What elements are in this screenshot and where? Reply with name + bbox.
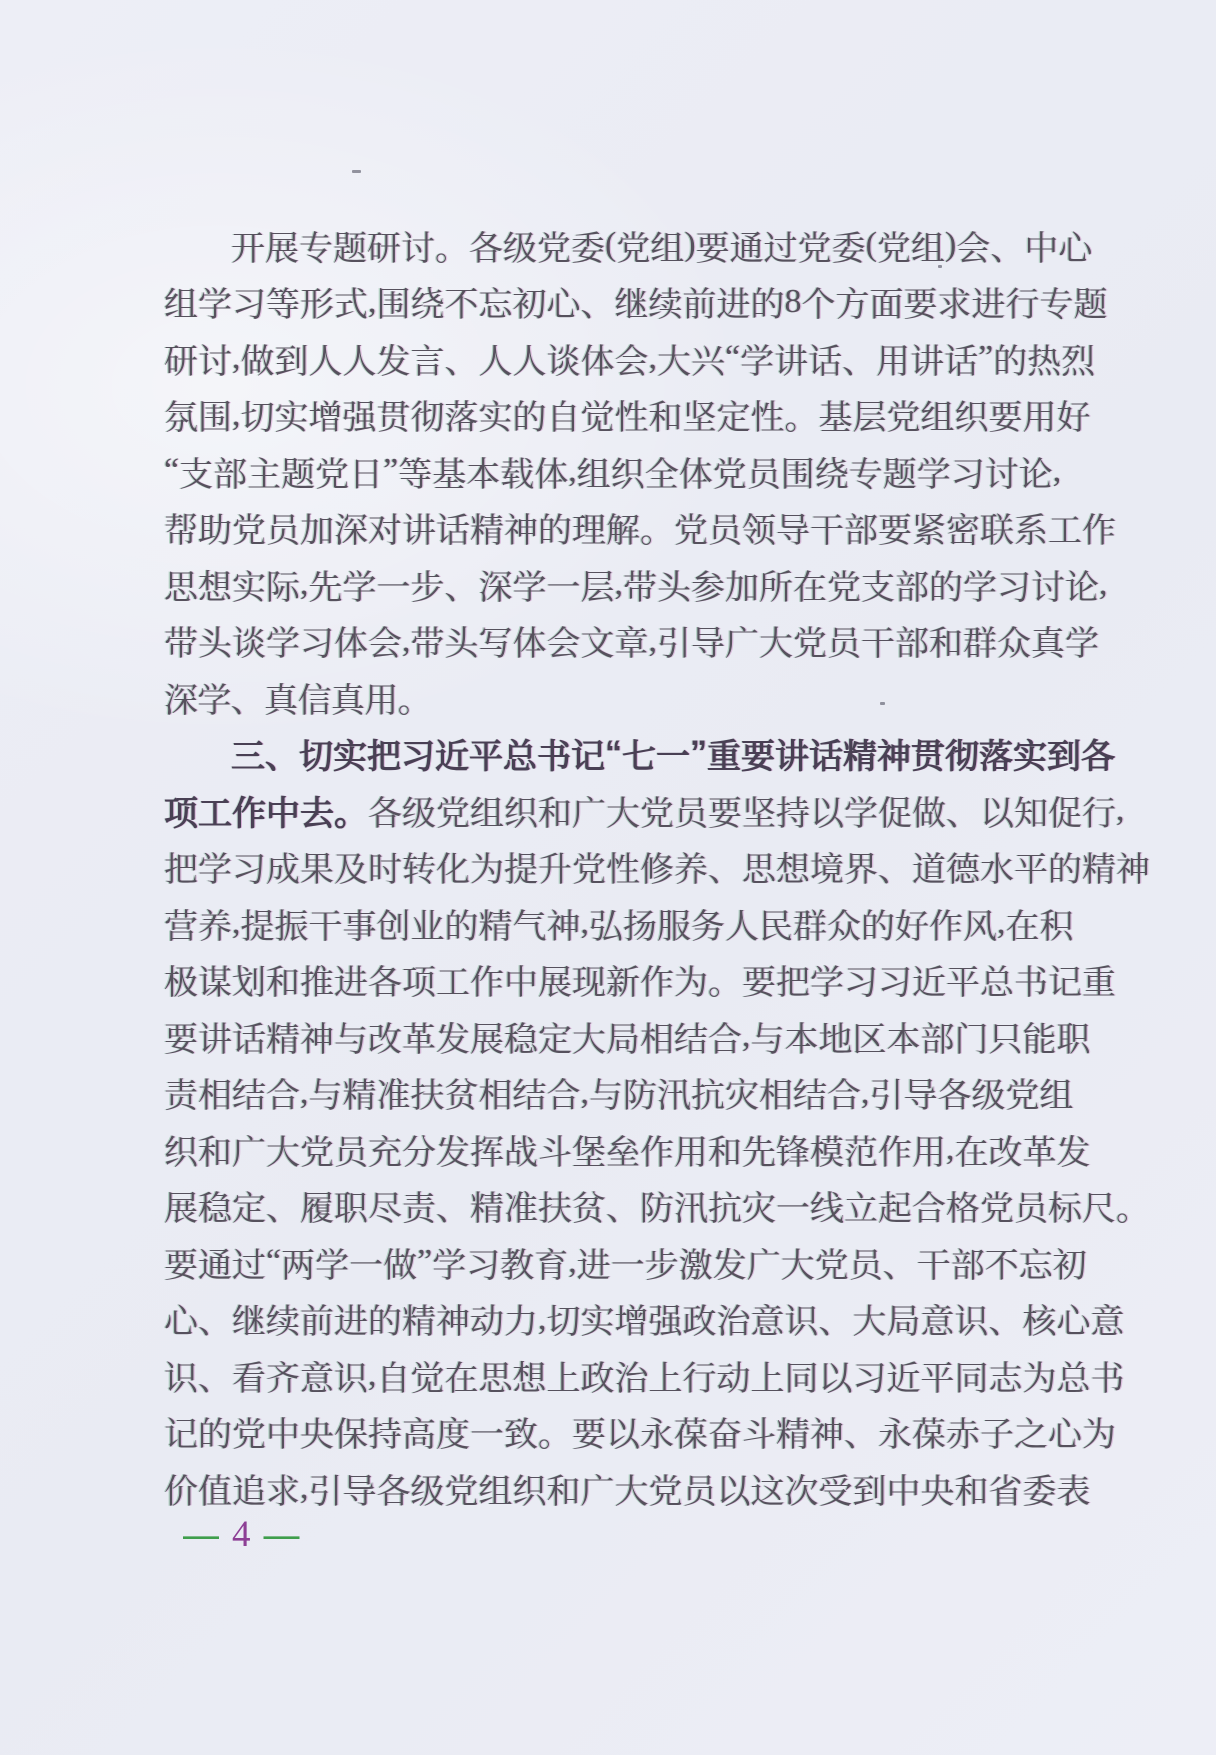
text-line-8: 带 头 谈 学 习 体 会 , 带 头 写 体 会 文 章 , 引 导 广 大 党 员 干 部 和 群 众 真 学	[164, 621, 1099, 664]
text-line-11: 项 工 作 中 去 。 各 级 党 组 织 和 广 大 党 员 要 坚 持 以 学 促 做 、 以 知 促 行 ,	[164, 791, 1125, 833]
text-line-12: 把 学 习 成 果 及 时 转 化 为 提 升 党 性 修 养 、 思 想 境 界 、 道 德 水 平 的 精 神	[164, 852, 1150, 890]
text-line-22: 记 的 党 中 央 保 持 高 度 一 致 。 要 以 永 葆 奋 斗 精 神 、 永 葆 赤 子 之 心 为	[164, 1417, 1116, 1455]
text-line-9: 深 学 、 真 信 真 用 。	[164, 682, 432, 720]
text-line-4: 氛 围 , 切 实 增 强 贯 彻 落 实 的 自 觉 性 和 坚 定 性 。 基 层 党 组 织 要 用 好	[164, 395, 1091, 438]
text-line-17: 织 和 广 大 党 员 充 分 发 挥 战 斗 堡 垒 作 用 和 先 锋 模 范 作 用 , 在 改 革 发	[164, 1130, 1091, 1172]
text-line-13: 营 养 , 提 振 干 事 创 业 的 精 气 神 , 弘 扬 服 务 人 民 群 众 的 好 作 风 , 在 积	[164, 904, 1074, 946]
text-line-14: 极 谋 划 和 推 进 各 项 工 作 中 展 现 新 作 为 。 要 把 学 习 习 近 平 总 书 记 重	[164, 965, 1116, 1003]
text-line-16: 责 相 结 合 , 与 精 准 扶 贫 相 结 合 , 与 防 汛 抗 灾 相 结 合 , 引 导 各 级 党 组	[164, 1073, 1074, 1116]
text-line-21: 识 、 看 齐 意 识 , 自 觉 在 思 想 上 政 治 上 行 动 上 同 以 习 近 平 同 志 为 总 书	[164, 1356, 1125, 1398]
text-line-15: 要 讲 话 精 神 与 改 革 发 展 稳 定 大 局 相 结 合 , 与 本 地 区 本 部 门 只 能 职	[164, 1017, 1091, 1059]
text-line-6: 帮 助 党 员 加 深 对 讲 话 精 神 的 理 解 。 党 员 领 导 干 部 要 紧 密 联 系 工 作	[164, 513, 1116, 551]
page-number-dash-left: —	[183, 1511, 219, 1557]
text-line-19: 要 通 过 “ 两 学 一 做 ” 学 习 教 育 , 进 一 步 激 发 广 大 党 员 、 干 部 不 忘 初	[164, 1243, 1087, 1285]
text-block	[164, 217, 1150, 1517]
page-number-value: 4	[232, 1514, 251, 1555]
text-line-23: 价 值 追 求 , 引 导 各 级 党 组 织 和 广 大 党 员 以 这 次 受 到 中 央 和 省 委 表	[164, 1469, 1091, 1511]
text-line-3: 研 讨 , 做 到 人 人 发 言 、 人 人 谈 体 会 , 大 兴 “ 学 讲 话 、 用 讲 话 ” 的 热 烈	[164, 339, 1096, 381]
text-line-7: 思 想 实 际 , 先 学 一 步 、 深 学 一 层 , 带 头 参 加 所 在 党 支 部 的 学 习 讨 论 ,	[164, 565, 1108, 607]
page-number	[183, 1511, 300, 1557]
page-number-dash-right: —	[263, 1511, 300, 1557]
text-line-18: 展 稳 定 、 履 职 尽 责 、 精 准 扶 贫 、 防 汛 抗 灾 一 线 立 起 合 格 党 员 标 尺 。	[164, 1191, 1150, 1229]
text-line-1: 开 展 专 题 研 讨 。 各 级 党 委 ( 党 组 ) 要 通 过 党 委 ( 党 组 ) 会 、 中 心	[231, 226, 1093, 268]
text-line-10: 三 、 切 实 把 习 近 平 总 书 记 “ 七 一 ” 重 要 讲 话 精 神 贯 彻 落 实 到 各	[231, 734, 1115, 777]
text-line-5: “ 支 部 主 题 党 日 ” 等 基 本 载 体 , 组 织 全 体 党 员 围 绕 专 题 学 习 讨 论 ,	[164, 452, 1062, 494]
scan-speck	[352, 170, 361, 173]
text-line-20: 心 、 继 续 前 进 的 精 神 动 力 , 切 实 增 强 政 治 意 识 、 大 局 意 识 、 核 心 意	[164, 1299, 1125, 1342]
text-line-2: 组 学 习 等 形 式 , 围 绕 不 忘 初 心 、 继 续 前 进 的 8 个 方 面 要 求 进 行 专 题	[164, 282, 1108, 325]
